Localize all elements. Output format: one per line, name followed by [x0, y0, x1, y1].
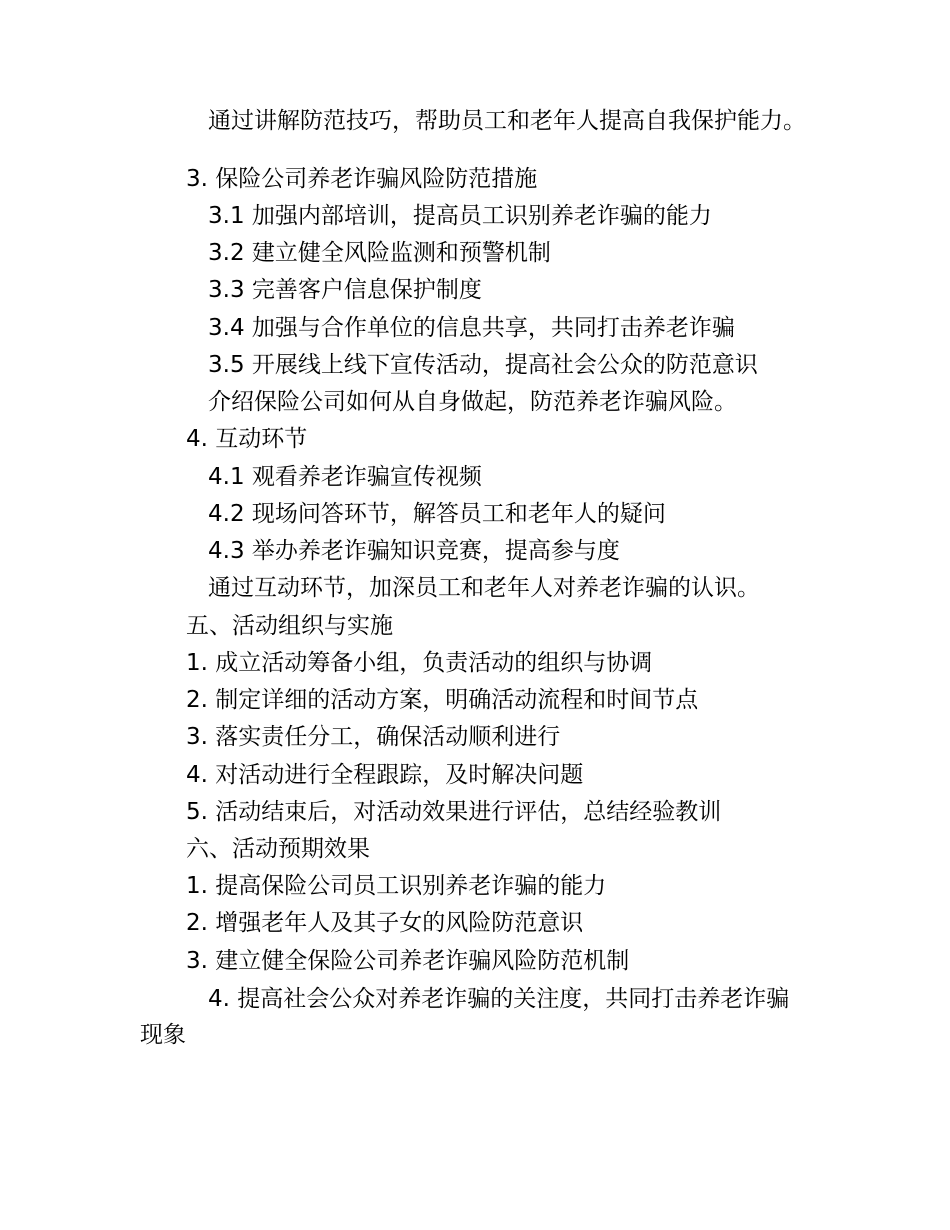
section-4-heading: 4. 互动环节	[186, 426, 308, 452]
item-4-2: 4.2 现场问答环节，解答员工和老年人的疑问	[208, 501, 666, 527]
paragraph-section-3-summary: 介绍保险公司如何从自身做起，防范养老诈骗风险。	[208, 389, 737, 415]
section-3-heading: 3. 保险公司养老诈骗风险防范措施	[186, 166, 538, 192]
item-4-3: 4.3 举办养老诈骗知识竞赛，提高参与度	[208, 538, 620, 564]
item-6-3: 3. 建立健全保险公司养老诈骗风险防范机制	[186, 948, 630, 974]
chapter-6-heading: 六、活动预期效果	[186, 836, 370, 862]
item-5-4: 4. 对活动进行全程跟踪，及时解决问题	[186, 762, 584, 788]
item-5-1: 1. 成立活动筹备小组，负责活动的组织与协调	[186, 650, 653, 676]
paragraph-section-4-summary: 通过互动环节，加深员工和老年人对养老诈骗的认识。	[208, 575, 760, 601]
item-3-3: 3.3 完善客户信息保护制度	[208, 277, 482, 303]
item-6-4: 4. 提高社会公众对养老诈骗的关注度，共同打击养老诈骗现象	[140, 986, 790, 1048]
item-5-5: 5. 活动结束后，对活动效果进行评估，总结经验教训	[186, 799, 722, 825]
item-5-2: 2. 制定详细的活动方案，明确活动流程和时间节点	[186, 687, 699, 713]
item-3-4: 3.4 加强与合作单位的信息共享，共同打击养老诈骗	[208, 315, 735, 341]
item-3-2: 3.2 建立健全风险监测和预警机制	[208, 240, 551, 266]
item-3-5: 3.5 开展线上线下宣传活动，提高社会公众的防范意识	[208, 352, 758, 378]
item-5-3: 3. 落实责任分工，确保活动顺利进行	[186, 724, 561, 750]
item-6-2: 2. 增强老年人及其子女的风险防范意识	[186, 910, 584, 936]
item-4-1: 4.1 观看养老诈骗宣传视频	[208, 464, 482, 490]
chapter-5-heading: 五、活动组织与实施	[186, 613, 393, 639]
item-3-1: 3.1 加强内部培训，提高员工识别养老诈骗的能力	[208, 203, 712, 229]
item-6-1: 1. 提高保险公司员工识别养老诈骗的能力	[186, 873, 607, 899]
paragraph-self-protection: 通过讲解防范技巧，帮助员工和老年人提高自我保护能力。	[208, 108, 806, 134]
